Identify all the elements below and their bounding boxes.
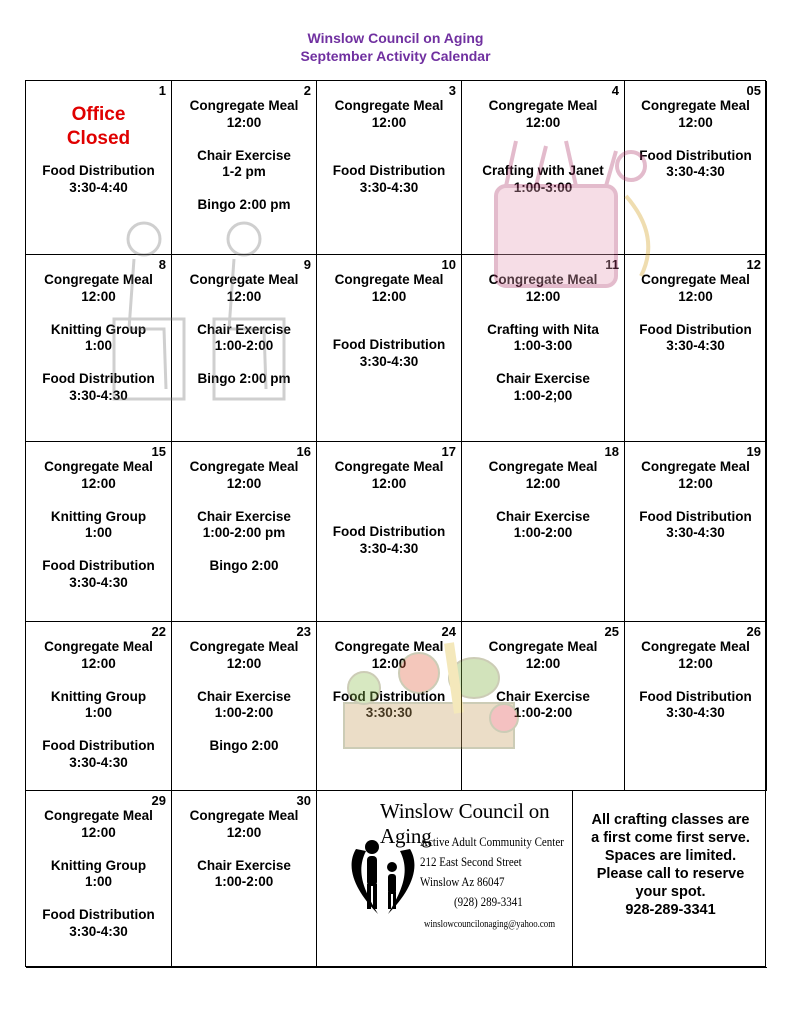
day-number: 18 xyxy=(604,444,619,459)
event-time: 1:00-2:00 pm xyxy=(202,525,286,540)
event-name: Congregate Meal xyxy=(488,639,598,654)
event-name: Food Distribution xyxy=(639,688,752,704)
event-name: Chair Exercise xyxy=(496,508,590,524)
day-number: 16 xyxy=(296,444,311,459)
day-number: 3 xyxy=(448,83,456,98)
event-time: 3:30:30 xyxy=(365,705,413,720)
notice-line: Please call to reserve xyxy=(596,866,745,882)
event-item xyxy=(26,371,171,404)
event-time: 12:00 xyxy=(226,475,262,491)
day-events xyxy=(26,98,171,213)
day-number: 15 xyxy=(151,444,166,459)
event-time: 3:30-4:30 xyxy=(69,574,128,590)
event-item xyxy=(26,639,171,672)
event-name: Congregate Meal xyxy=(189,808,299,823)
day-number: 22 xyxy=(151,624,166,639)
notice-line: a first come first serve. xyxy=(591,830,750,846)
logo-title: Winslow Council on Aging xyxy=(380,799,550,848)
day-cell xyxy=(172,442,317,622)
event-item xyxy=(625,459,766,492)
event-name: Bingo 2:00 pm xyxy=(197,371,291,386)
day-events xyxy=(172,808,316,907)
event-item xyxy=(625,148,766,181)
event-name: Congregate Meal xyxy=(488,272,598,287)
day-number: 25 xyxy=(604,624,619,639)
day-events xyxy=(317,459,461,574)
day-cell xyxy=(462,255,625,442)
day-number: 8 xyxy=(158,257,166,272)
day-events xyxy=(625,98,766,197)
event-name: Food Distribution xyxy=(42,371,155,386)
event-item xyxy=(172,98,316,131)
day-number: 19 xyxy=(746,444,761,459)
day-number: 2 xyxy=(303,83,311,98)
day-cell xyxy=(317,442,462,622)
event-time: 1-2 pm xyxy=(222,164,266,179)
event-item xyxy=(317,524,461,557)
event-item xyxy=(625,98,766,131)
event-name: Food Distribution xyxy=(332,163,446,178)
event-item xyxy=(462,272,624,305)
event-time: 3:30-4:30 xyxy=(359,179,419,195)
event-name: Congregate Meal xyxy=(641,98,750,113)
notice-line: All crafting classes are xyxy=(591,812,750,828)
day-cell xyxy=(26,442,172,622)
day-events xyxy=(625,272,766,371)
event-item xyxy=(172,148,316,181)
day-cell xyxy=(317,81,462,255)
event-item xyxy=(26,738,171,771)
day-number: 05 xyxy=(746,83,761,98)
event-item xyxy=(172,371,316,388)
day-cell xyxy=(26,791,172,968)
event-item xyxy=(172,558,316,575)
event-item xyxy=(317,337,461,370)
event-name: Food Distribution xyxy=(639,508,752,524)
day-cell xyxy=(625,622,767,791)
event-item xyxy=(172,808,316,841)
event-item xyxy=(26,459,171,492)
day-events xyxy=(462,459,624,558)
event-item xyxy=(26,103,171,151)
event-name: Chair Exercise xyxy=(197,147,291,163)
event-item xyxy=(317,272,461,305)
event-time: 12:00 xyxy=(678,114,713,130)
day-cell xyxy=(625,255,767,442)
event-name: Food Distribution xyxy=(639,321,752,337)
event-item xyxy=(625,509,766,542)
day-events xyxy=(317,98,461,213)
day-events xyxy=(625,639,766,738)
day-events xyxy=(26,272,171,421)
logo-line: winslowcouncilonaging@yahoo.com xyxy=(424,919,556,930)
event-item xyxy=(172,689,316,722)
event-time: 12:00 xyxy=(371,114,407,130)
event-name: Chair Exercise xyxy=(496,371,590,386)
event-name: Food Distribution xyxy=(639,147,752,163)
day-number: 9 xyxy=(303,257,311,272)
day-number: 29 xyxy=(151,793,166,808)
day-number: 10 xyxy=(441,257,456,272)
day-cell xyxy=(172,622,317,791)
event-item xyxy=(172,509,316,542)
event-item xyxy=(462,163,624,196)
event-item xyxy=(462,98,624,131)
event-time: 3:30-4:30 xyxy=(666,525,725,540)
day-number: 26 xyxy=(746,624,761,639)
event-time: 12:00 xyxy=(525,655,561,671)
event-time: 1:00 xyxy=(84,874,113,889)
event-name: Congregate Meal xyxy=(44,272,153,287)
day-cell xyxy=(625,81,767,255)
event-item xyxy=(625,689,766,722)
event-name: Food Distribution xyxy=(332,524,446,539)
day-number: 1 xyxy=(158,83,166,98)
event-name: Office xyxy=(71,104,126,125)
notice-line: Spaces are limited. xyxy=(604,848,737,864)
event-name: Congregate Meal xyxy=(334,639,444,654)
event-name: Congregate Meal xyxy=(189,459,299,474)
event-item xyxy=(172,272,316,305)
event-time: 1:00 xyxy=(84,338,113,353)
event-time: 12:00 xyxy=(525,114,561,130)
crafting-notice xyxy=(574,811,767,919)
logo-block xyxy=(344,791,574,946)
event-name: Congregate Meal xyxy=(44,808,153,823)
event-item xyxy=(462,689,624,722)
day-cell xyxy=(625,442,767,622)
event-item xyxy=(317,639,461,672)
day-events xyxy=(172,98,316,230)
event-time: 12:00 xyxy=(371,475,407,491)
event-name: Congregate Meal xyxy=(334,459,444,474)
event-name: Congregate Meal xyxy=(189,98,299,113)
event-time: 12:00 xyxy=(81,824,116,840)
day-cell xyxy=(317,622,462,791)
event-time: 1:00-2:00 xyxy=(214,338,274,353)
event-item xyxy=(172,459,316,492)
event-name: Congregate Meal xyxy=(44,639,153,654)
event-name: Chair Exercise xyxy=(197,321,291,337)
event-name: Congregate Meal xyxy=(641,639,750,654)
event-item xyxy=(26,858,171,891)
event-time: 3:30-4:30 xyxy=(69,923,128,939)
logo-line: Winslow Az 86047 xyxy=(420,875,505,889)
event-time: 1:00 xyxy=(84,525,113,540)
event-item xyxy=(26,322,171,355)
day-cell xyxy=(26,81,172,255)
event-item xyxy=(26,163,171,196)
heart-family-logo-icon xyxy=(348,829,418,919)
day-number: 12 xyxy=(746,257,761,272)
event-name: Knitting Group xyxy=(50,508,147,524)
day-number: 24 xyxy=(441,624,456,639)
event-time: 3:30-4:30 xyxy=(666,164,725,179)
notice-line: your spot. xyxy=(635,884,706,900)
event-name: Food Distribution xyxy=(42,558,155,573)
day-cell xyxy=(462,622,625,791)
day-events xyxy=(317,272,461,387)
event-name: Chair Exercise xyxy=(197,508,291,524)
event-time: 1:00-2:00 xyxy=(214,705,274,720)
event-item xyxy=(172,639,316,672)
event-name: Bingo 2:00 xyxy=(209,738,279,753)
event-name: Food Distribution xyxy=(42,907,155,922)
event-item xyxy=(625,272,766,305)
event-name: Congregate Meal xyxy=(641,459,750,474)
event-time: 1:00-2;00 xyxy=(513,387,573,403)
day-cell xyxy=(462,81,625,255)
event-time: 12:00 xyxy=(226,114,262,130)
event-time: 3:30-4:30 xyxy=(359,353,419,369)
event-time: 12:00 xyxy=(678,288,713,304)
event-time: 3:30-4:40 xyxy=(69,179,128,195)
event-time: 1:00-3:00 xyxy=(513,338,573,353)
event-name: Congregate Meal xyxy=(641,272,750,287)
day-events xyxy=(625,459,766,558)
event-item xyxy=(26,509,171,542)
event-name: Congregate Meal xyxy=(488,98,598,113)
event-name: Knitting Group xyxy=(50,688,147,704)
logo-line: (928) 289-3341 xyxy=(454,895,523,909)
day-cell xyxy=(172,255,317,442)
logo-line: Active Adult Community Center xyxy=(420,835,564,849)
day-events xyxy=(462,272,624,421)
event-name: Food Distribution xyxy=(42,738,155,753)
event-time: 12:00 xyxy=(81,288,116,304)
event-time: 12:00 xyxy=(226,824,262,840)
event-name: Knitting Group xyxy=(50,857,147,873)
event-time: 3:30-4:30 xyxy=(666,338,725,353)
event-time: 1:00-2:00 xyxy=(214,874,274,889)
day-events xyxy=(317,639,461,738)
event-time: 1:00 xyxy=(84,705,113,720)
day-number: 23 xyxy=(296,624,311,639)
event-item xyxy=(172,858,316,891)
event-item xyxy=(26,689,171,722)
event-name: Food Distribution xyxy=(332,337,446,352)
event-name: Chair Exercise xyxy=(197,688,291,704)
event-time: 12:00 xyxy=(371,288,407,304)
event-item xyxy=(26,558,171,591)
event-time: Closed xyxy=(66,128,131,149)
event-name: Food Distribution xyxy=(42,163,155,178)
event-item xyxy=(26,907,171,940)
day-cell xyxy=(462,442,625,622)
event-time: 12:00 xyxy=(81,475,116,491)
event-time: 12:00 xyxy=(371,655,407,671)
notice-phone: 928-289-3341 xyxy=(625,902,716,918)
day-number: 11 xyxy=(605,257,619,272)
event-item xyxy=(317,689,461,722)
event-item xyxy=(462,509,624,542)
event-time: 1:00-2:00 xyxy=(513,525,573,540)
event-item xyxy=(625,322,766,355)
day-events xyxy=(26,639,171,788)
event-time: 3:30-4:30 xyxy=(69,387,128,403)
event-item xyxy=(462,371,624,404)
day-cell xyxy=(317,255,462,442)
event-time: 1:00-3:00 xyxy=(513,179,573,195)
event-name: Congregate Meal xyxy=(334,98,444,113)
event-item xyxy=(26,272,171,305)
event-item xyxy=(26,808,171,841)
event-time: 3:30-4:30 xyxy=(359,540,419,556)
day-events xyxy=(26,459,171,608)
day-events xyxy=(462,98,624,213)
day-events xyxy=(172,272,316,404)
day-cell xyxy=(172,791,317,968)
event-item xyxy=(317,163,461,196)
event-item xyxy=(462,459,624,492)
event-name: Congregate Meal xyxy=(189,639,299,654)
event-time: 12:00 xyxy=(678,475,713,491)
event-item xyxy=(317,98,461,131)
day-cell xyxy=(26,622,172,791)
logo-line: 212 East Second Street xyxy=(420,855,522,869)
day-events xyxy=(26,808,171,957)
day-events xyxy=(462,639,624,738)
event-name: Congregate Meal xyxy=(44,459,153,474)
event-name: Knitting Group xyxy=(50,321,147,337)
day-cell xyxy=(26,255,172,442)
event-time: 12:00 xyxy=(226,288,262,304)
event-time: 12:00 xyxy=(81,655,116,671)
event-name: Congregate Meal xyxy=(334,272,444,287)
day-events xyxy=(172,639,316,771)
event-item xyxy=(172,322,316,355)
event-name: Bingo 2:00 pm xyxy=(197,197,291,212)
event-name: Crafting with Nita xyxy=(487,321,599,337)
event-name: Bingo 2:00 xyxy=(209,558,279,573)
event-item xyxy=(172,197,316,214)
event-name: Congregate Meal xyxy=(189,272,299,287)
calendar-grid xyxy=(25,80,766,967)
event-time: 12:00 xyxy=(678,655,713,671)
event-item xyxy=(172,738,316,755)
event-name: Congregate Meal xyxy=(488,459,598,474)
event-item xyxy=(462,322,624,355)
event-name: Chair Exercise xyxy=(197,857,291,873)
event-name: Food Distribution xyxy=(332,688,446,704)
day-events xyxy=(172,459,316,591)
day-number: 30 xyxy=(296,793,311,808)
event-time: 1:00-2:00 xyxy=(513,705,573,720)
event-time: 12:00 xyxy=(525,475,561,491)
event-time: 12:00 xyxy=(226,655,262,671)
event-time: 12:00 xyxy=(525,288,561,304)
event-name: Chair Exercise xyxy=(496,688,590,704)
event-item xyxy=(625,639,766,672)
event-time: 3:30-4:30 xyxy=(69,754,128,770)
event-time: 3:30-4:30 xyxy=(666,705,725,720)
org-title: Winslow Council on Aging xyxy=(307,30,484,46)
event-item xyxy=(317,459,461,492)
calendar-title: September Activity Calendar xyxy=(300,48,491,64)
event-item xyxy=(462,639,624,672)
day-number: 4 xyxy=(611,83,619,98)
event-name: Crafting with Janet xyxy=(482,163,604,178)
day-cell xyxy=(172,81,317,255)
day-number: 17 xyxy=(441,444,456,459)
